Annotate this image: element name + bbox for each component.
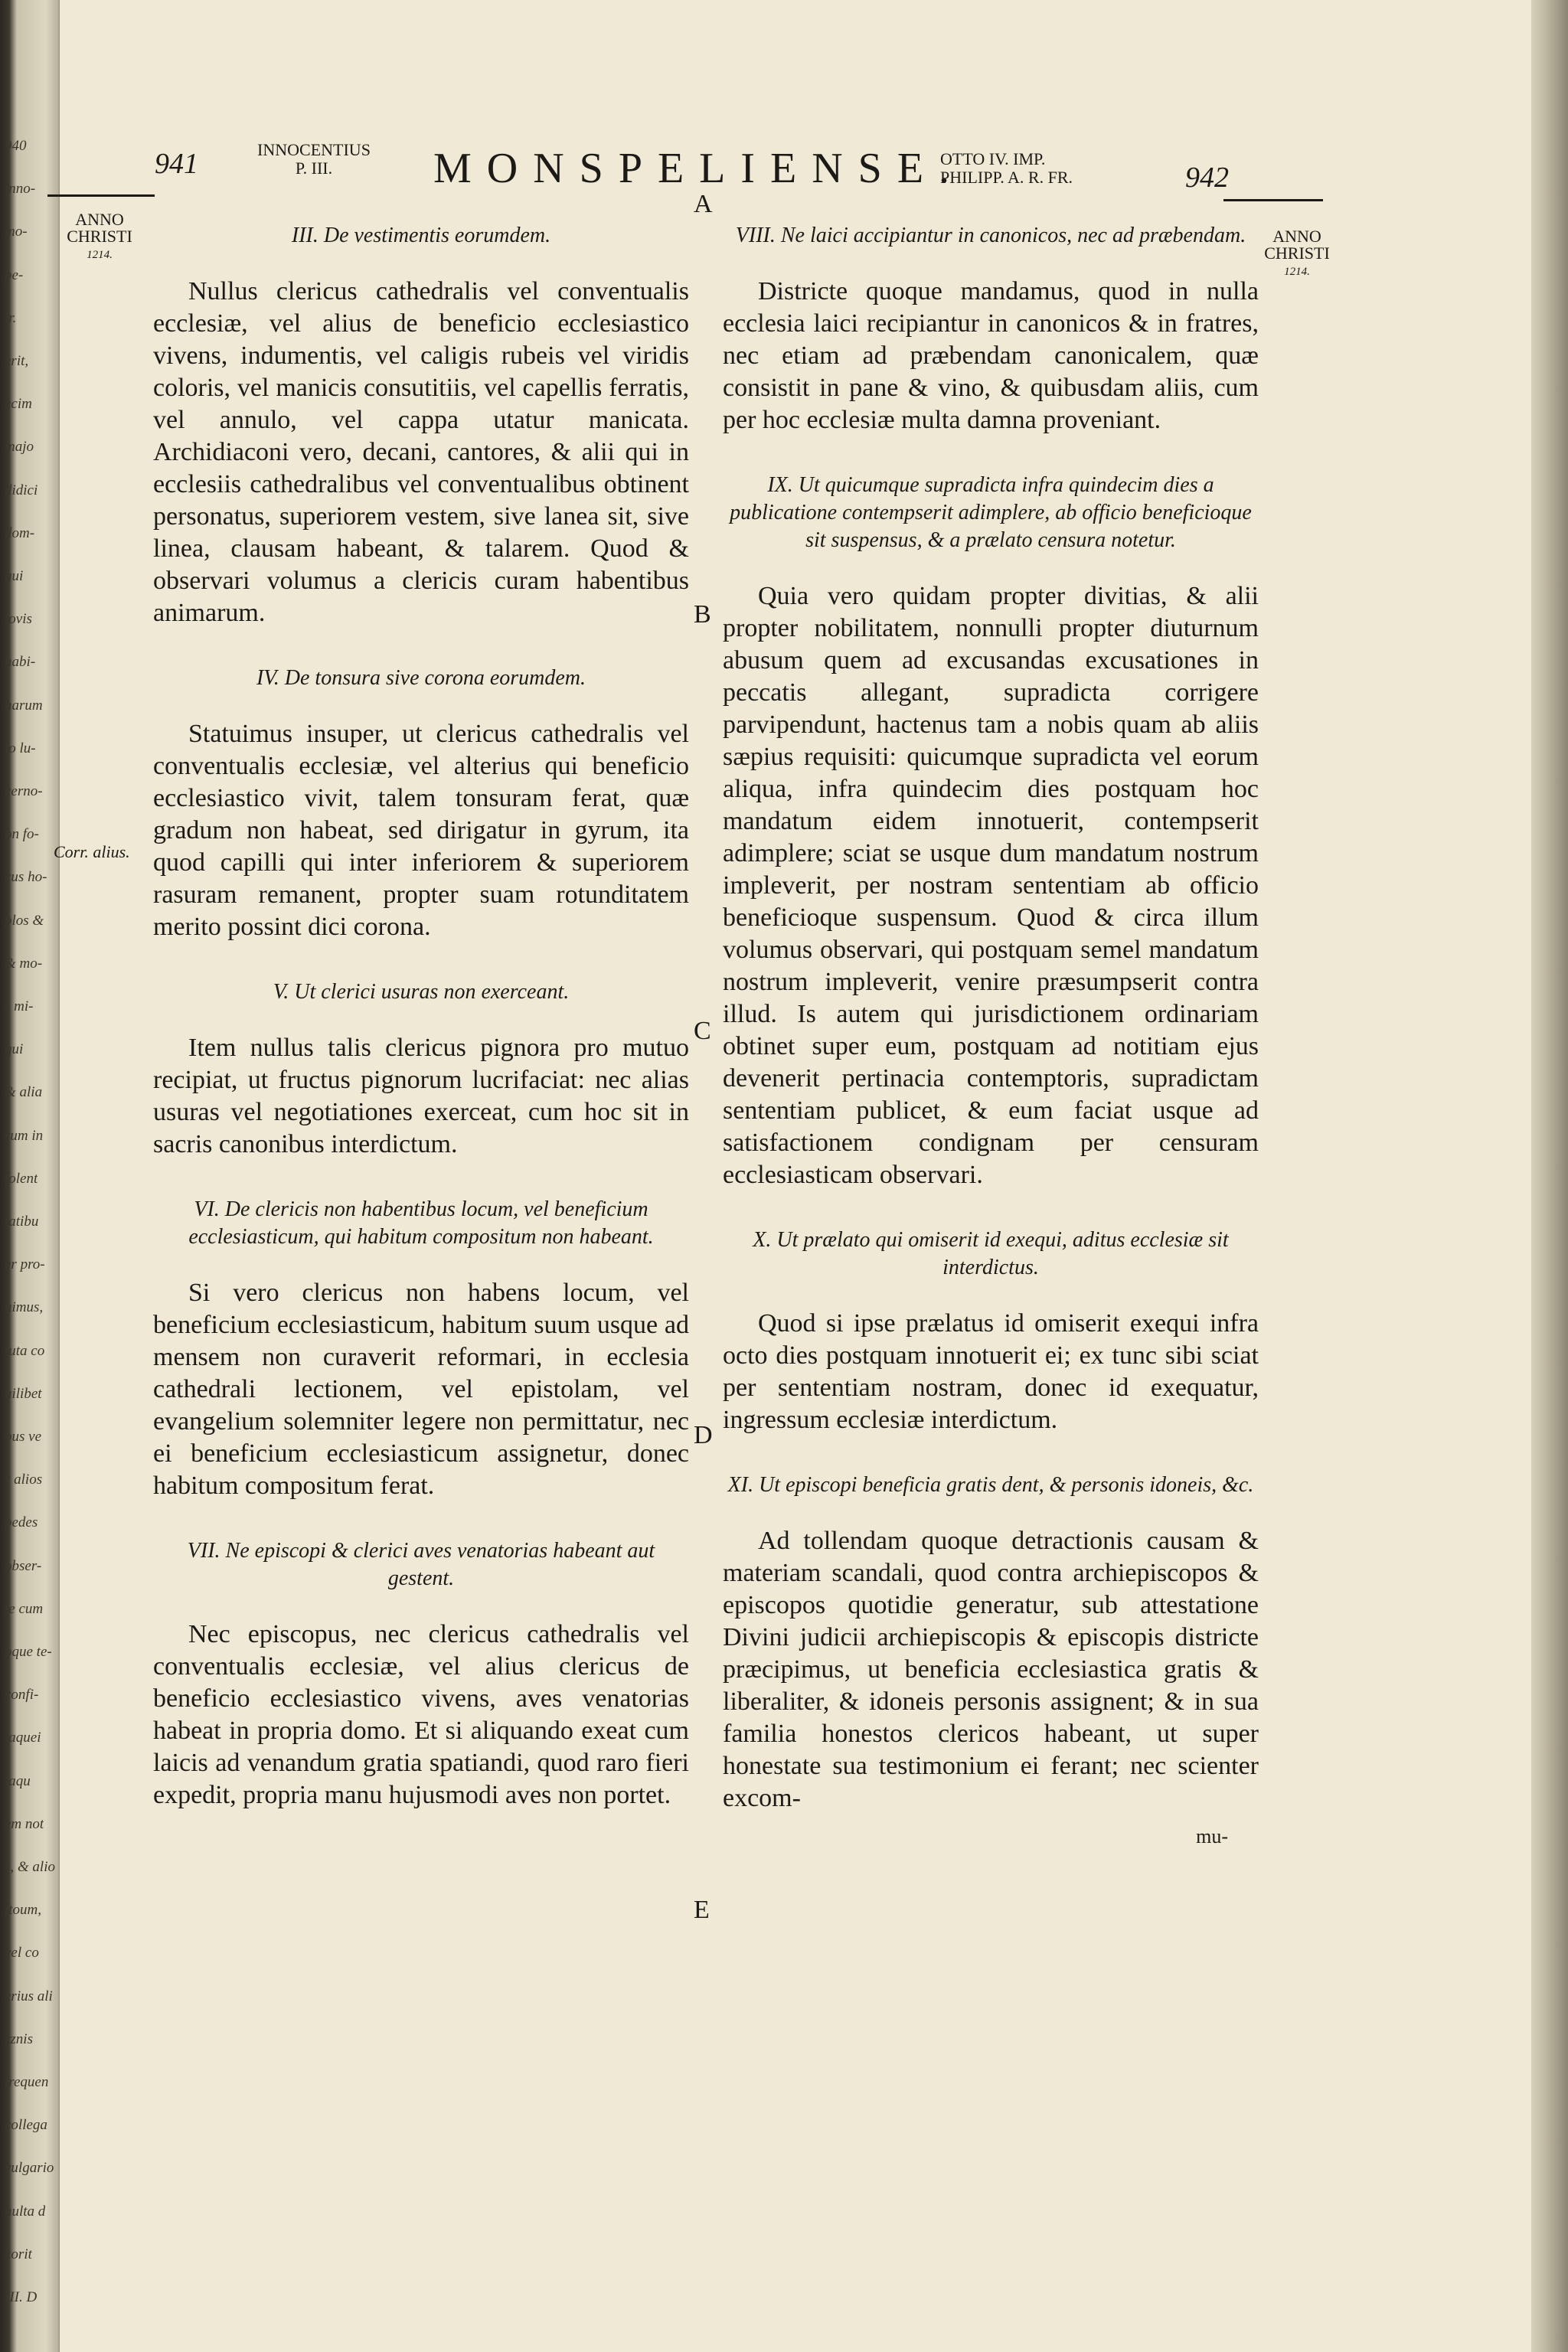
text-ix: Quia vero quidam propter divitias, & alii propter nobilitatem, nonnulli propter diuturnum abusum quem ad excusandas excusationes in peccatis allegant, supradicta corrigere parvipendunt, hactenus tam a nobis quam ab aliis sæpius requisiti: quicumque supradicta vel eorum aliqua, infra quindecim dies postquam hoc mandatum eidem innotuerit, contempserit adimplere; sciat se usque dum mandatum nostrum impleverit, per nostram sententiam ab officio beneficioque suspensum. Quod & circa illum volumus observari, qui postquam semel mandatum nostrum impleverit, venire præsumpserit contra illud. Is autem qui jurisdictionem ordinariam obtinet super eum, postquam ad notitiam ejus devenerit pertinacia contemptoris, supradictam sententiam publicet, & eum faciat usque ad satisfactionem condignam per censuram ecclesiasticam observari. <box>723 582 1259 1189</box>
header-king: PHILIPP. A. R. FR. <box>940 168 1073 187</box>
section-marker-d: D <box>694 1421 713 1449</box>
catchword: mu- <box>1196 1825 1228 1847</box>
gutter-fragment: frequen <box>5 2074 49 2090</box>
gutter-fragment: s, & alio <box>5 1859 55 1875</box>
gutter-fragment: pe- <box>5 267 24 283</box>
gutter-fragment: qui <box>5 1041 24 1057</box>
rubric-x: X. Ut prælato qui omiserit id exequi, aditus ecclesiæ sit interdictus. <box>753 1228 1229 1279</box>
gutter-fragment: collega <box>5 2117 47 2133</box>
gutter-fragment: dom- <box>5 525 35 541</box>
gutter-fragment: & alia <box>5 1084 43 1100</box>
rubric-xi: XI. Ut episcopi beneficia gratis dent, & personis idoneis, &c. <box>727 1473 1254 1497</box>
header-rule-right <box>1223 199 1323 201</box>
section-marker-c: C <box>694 1017 711 1045</box>
text-vi: Si vero clericus non habens locum, vel beneficium ecclesiasticum, habitum suum usque ad mensem non curaverit reformari, in ecclesia cathedrali lectionem, vel epistolam, vel evangelium solemniter legere non permittatur, nec ei beneficium ecclesiasticum assignetur, donec habitum compositum ferat. <box>153 1279 689 1500</box>
gutter-fragment: bus ve <box>5 1429 42 1445</box>
gutter-fragment: narum <box>5 697 43 714</box>
running-title: MONSPELIENSE. <box>433 145 965 192</box>
gutter-fragment: obser- <box>5 1558 42 1574</box>
section-marker-b: B <box>694 600 711 629</box>
gutter-fragment: tovis <box>5 611 32 627</box>
rubric-v: V. Ut clerici usuras non exerceant. <box>273 980 570 1004</box>
header-emperor: OTTO IV. IMP. <box>940 149 1046 168</box>
rubric-vii: VII. Ne episcopi & clerici aves venatorias habeant aut gestent. <box>187 1539 655 1590</box>
rubric-iii: III. De vestimentis eorumdem. <box>291 224 551 247</box>
gutter-fragment: 940 <box>5 138 27 154</box>
gutter-fragment: rum in <box>5 1128 44 1144</box>
christi-label: CHRISTI <box>1264 243 1330 263</box>
gutter-fragment: tatibu <box>5 1214 39 1230</box>
page-number-left: 941 <box>155 148 198 180</box>
text-vii: Nec episcopus, nec clericus cathedralis vel conventualis ecclesiæ, vel alius clericus de beneficio ecclesiastico vivens, aves venatorias habeat in propria domo. Et si aliquando exeat cum laicis ad venandum gratia spatiandi, quod raro fieri expedit, propria manu hujusmodi aves non portet. <box>153 1620 689 1809</box>
gutter-fragment: oque te- <box>5 1644 52 1660</box>
gutter-fragment: III. D <box>5 2289 38 2305</box>
gutter-fragment: erius ali <box>5 1988 53 2004</box>
section-marker-a: A <box>694 190 713 218</box>
header-pope <box>253 141 375 178</box>
gutter-fragment: cerno- <box>5 783 43 799</box>
text-x: Quod si ipse prælatus id omiserit exequi infra octo dies postquam innotuerit ei; ex tunc sibi sciat per sententiam nostram, donec id exequatur, ingressum ecclesiæ interdictum. <box>723 1309 1259 1434</box>
text-iv: Statuimus insuper, ut clericus cathedralis vel conventualis ecclesiæ, vel alterius qui beneficio ecclesiastico vivit, talem tonsuram ferat, quæ gradum non habeat, sed dirigatur in gyrum, ita quod capilli qui inter inferiorem & superiorem rasuram remanent, propter suam rotunditatem merito possint dici corona. <box>153 720 689 941</box>
gutter-fragment: folent <box>5 1171 38 1187</box>
gutter-fragment: inno- <box>5 181 36 197</box>
gutter-fragment: laqu <box>5 1773 31 1789</box>
text-viii: Districte quoque mandamus, quod in nulla ecclesia laici recipiantur in canonicos & in fratres, nec etiam ad præbendam canonicalem, quæ consistit in pane & vino, & quibusdam aliis, cum per hoc ecclesiæ multa damna proveniant. <box>723 277 1259 434</box>
gutter-fragment: mo- <box>5 224 28 240</box>
gutter-fragment: majo <box>5 439 34 455</box>
gutter-fragment: xorit <box>5 2246 32 2262</box>
book-page <box>54 0 1531 2352</box>
gutter-fragment: uimus, <box>5 1299 44 1315</box>
gutter-fragment: plos & <box>5 913 44 929</box>
gutter-fragment: r alios <box>5 1472 43 1488</box>
text-iii: Nullus clericus cathedralis vel conventualis ecclesiæ, vel alius de beneficio ecclesiastico vivens, indumentis, vel caligis rubeis vel viridis coloris, vel manicis consutitiis, vel capellis ferratis, vel annulo, vel cappa utatur manicata. Archidiaconi vero, decani, cantores, & alii qui in ecclesiis cathedralibus vel conventualibus obtinent personatus, superiorem vestem, sive lanea sit, sive linea, clausam habeant, & talarem. Quod & observari volumus a clericis curam habentibus animarum. <box>153 277 689 627</box>
gutter-fragment: pedes <box>5 1514 38 1530</box>
text-xi: Ad tollendam quoque detractionis causam & materiam scandali, quod contra archiepiscopos & episcopos quotidie generatur, sub attestatione Divini judicii archiepiscopis & episcopis districte præcipimus, ut beneficia ecclesiastica gratis & liberaliter, & idoneis personis assignent; & in sua familia honestos clericos habeant, ut super honestate sua testimonium ei ferant; nec scienter excom- <box>723 1527 1259 1812</box>
gutter-fragment: te cum <box>5 1601 44 1617</box>
gutter-fragment: & mo- <box>5 956 43 972</box>
previous-page-fragments <box>2 0 55 2352</box>
rubric-ix: IX. Ut quicumque supradicta infra quindecim dies a publicatione contempserit adimplere, ab officio beneficioque sit suspensus, & a prælato censura notetur. <box>730 473 1252 552</box>
anno-year: 1214. <box>1284 266 1310 278</box>
gutter-fragment: cus ho- <box>5 869 47 885</box>
page-number-right: 942 <box>1185 162 1229 194</box>
gutter-fragment: ecim <box>5 396 32 412</box>
gutter-fragment: confi- <box>5 1687 39 1703</box>
anno-year: 1214. <box>87 249 113 261</box>
christi-label: CHRISTI <box>67 227 132 246</box>
gutter-fragment: nulta d <box>5 2203 46 2220</box>
gutter-fragment: rznis <box>5 2031 33 2047</box>
gutter-fragment: on fo- <box>5 826 39 842</box>
gutter-fragment: gui <box>5 568 24 584</box>
anno-label: ANNO <box>75 210 124 229</box>
page-edge <box>1531 0 1568 2352</box>
margin-correction-note: Corr. alius. <box>54 842 130 861</box>
gutter-fragment: uilibet <box>5 1386 42 1402</box>
gutter-fragment: ir. <box>5 310 17 326</box>
header-rulers <box>940 150 1073 187</box>
rubric-iv: IV. De tonsura sive corona eorumdem. <box>256 666 586 690</box>
gutter-fragment: erit, <box>5 353 29 369</box>
gutter-fragment: tuta co <box>5 1343 45 1359</box>
anno-label: ANNO <box>1272 227 1321 246</box>
header-pope-name: INNOCENTIUS <box>257 140 371 159</box>
header-pope-number: P. III. <box>295 158 333 178</box>
anno-christi-left <box>54 211 145 263</box>
gutter-fragment: s mi- <box>5 998 34 1014</box>
gutter-fragment: didici <box>5 482 38 498</box>
left-column <box>153 222 689 1847</box>
right-column <box>723 222 1259 1853</box>
gutter-fragment: ftoum, <box>5 1902 42 1918</box>
section-marker-e: E <box>694 1896 710 1924</box>
anno-christi-right <box>1251 228 1343 280</box>
gutter-fragment: vulgario <box>5 2160 54 2176</box>
gutter-fragment: er pro- <box>5 1256 45 1272</box>
gutter-fragment: vel co <box>5 1945 39 1961</box>
gutter-fragment: laquei <box>5 1730 41 1746</box>
gutter-fragment: em not <box>5 1816 44 1832</box>
gutter-fragment: habi- <box>5 654 36 670</box>
gutter-fragment: lo lu- <box>5 740 36 756</box>
rubric-vi: VI. De clericis non habentibus locum, vel beneficium ecclesiasticum, qui habitum compositum non habeant. <box>188 1197 654 1249</box>
text-v: Item nullus talis clericus pignora pro mutuo recipiat, ut fructus pignorum lucrifaciat: nec alias usuras vel negotiationes exerceat, cum hoc sit in sacris canonibus interdictum. <box>153 1034 689 1158</box>
header-rule-left <box>47 194 155 197</box>
rubric-viii: VIII. Ne laici accipiantur in canonicos, nec ad præbendam. <box>735 224 1246 247</box>
